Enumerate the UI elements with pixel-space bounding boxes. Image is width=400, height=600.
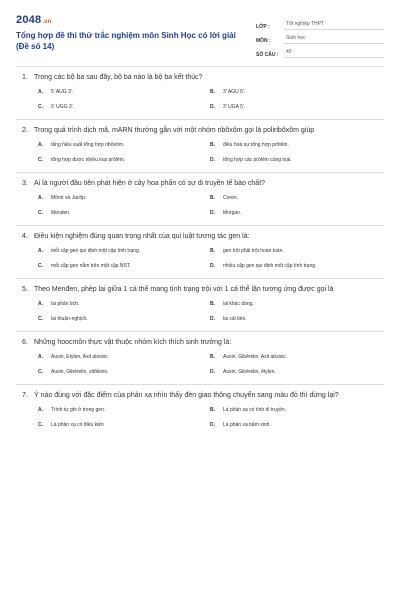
question-stem xyxy=(16,179,384,189)
option-text: 3' AGU 5'. xyxy=(223,89,246,95)
option-d[interactable] xyxy=(210,316,382,323)
option-text: Là phản xạ có điều kiện xyxy=(51,422,104,428)
meta-row-class xyxy=(256,16,384,30)
question-text: Trong quá trình dịch mã, mARN thường gắn với một nhóm ribôxôm gọi là poliribôxôm giúp xyxy=(34,127,315,134)
option-letter: A. xyxy=(38,407,43,413)
option-letter: B. xyxy=(210,195,215,201)
question-number: 2. xyxy=(22,127,28,134)
question-stem xyxy=(16,338,384,348)
question-list xyxy=(16,66,384,437)
answer-options xyxy=(38,89,384,115)
option-text: Coren. xyxy=(223,195,239,201)
option-b[interactable] xyxy=(210,195,382,202)
question-7 xyxy=(16,384,384,437)
option-c[interactable] xyxy=(38,104,210,111)
option-text: 5' AUG 3'. xyxy=(51,89,74,95)
option-letter: A. xyxy=(38,354,43,360)
option-b[interactable] xyxy=(210,142,382,149)
option-text: Morgan. xyxy=(223,210,242,216)
option-text: 3' UGA 5'. xyxy=(223,104,246,110)
page-header xyxy=(16,14,384,58)
option-b[interactable] xyxy=(210,89,382,96)
option-letter: D. xyxy=(210,316,215,322)
question-4 xyxy=(16,225,384,278)
answer-options xyxy=(38,407,384,433)
option-text: lai cải tiến. xyxy=(223,316,247,322)
option-b[interactable] xyxy=(210,354,382,361)
answer-options xyxy=(38,354,384,380)
option-letter: B. xyxy=(210,142,215,148)
option-d[interactable] xyxy=(210,104,382,111)
option-letter: B. xyxy=(210,407,215,413)
question-number: 4. xyxy=(22,233,28,240)
meta-label: LỚP : xyxy=(256,24,270,30)
option-b[interactable] xyxy=(210,248,382,255)
question-text: Trong các bộ ba sau đây, bộ ba nào là bộ ba kết thúc? xyxy=(34,74,203,81)
option-text: tổng hợp được nhiều loại prôtêin. xyxy=(51,157,126,163)
option-letter: D. xyxy=(210,157,215,163)
question-text: Những hoocmôn thực vật thuộc nhóm kích thích sinh trưởng là: xyxy=(34,339,232,346)
exam-title: Tổng hợp đề thi thử trắc nghiệm môn Sinh Học có lời giải (Đề số 14) xyxy=(16,31,236,51)
question-stem xyxy=(16,73,384,83)
option-text: gen trội phải trội hoàn toàn. xyxy=(223,248,284,254)
option-text: Auxin, Etylen, Axit absixic. xyxy=(51,354,110,360)
option-d[interactable] xyxy=(210,210,382,217)
option-text: Menden. xyxy=(51,210,71,216)
option-a[interactable] xyxy=(38,248,210,255)
option-b[interactable] xyxy=(210,407,382,414)
meta-row-count xyxy=(256,44,384,58)
option-text: lai khác dòng. xyxy=(223,301,254,307)
option-text: 5' UGG 3'. xyxy=(51,104,75,110)
meta-value: Sinh học xyxy=(284,35,384,44)
option-letter: D. xyxy=(210,369,215,375)
option-d[interactable] xyxy=(210,157,382,164)
option-letter: C. xyxy=(38,210,43,216)
question-5 xyxy=(16,278,384,331)
meta-row-subject xyxy=(256,30,384,44)
option-text: mỗi cặp gen qui định một cặp tính trạng. xyxy=(51,248,141,254)
option-text: Mônô và Jacôp. xyxy=(51,195,87,201)
meta-label: MÔN : xyxy=(256,38,271,44)
question-6 xyxy=(16,331,384,384)
option-c[interactable] xyxy=(38,263,210,270)
option-letter: D. xyxy=(210,263,215,269)
option-letter: A. xyxy=(38,248,43,254)
option-text: điều hoà sự tổng hợp prôtêin. xyxy=(223,142,289,148)
option-letter: C. xyxy=(38,316,43,322)
option-text: Auxin, Gibêrelin, xitôkinin. xyxy=(51,369,109,375)
option-letter: C. xyxy=(38,263,43,269)
answer-options xyxy=(38,195,384,221)
option-text: nhiều cặp gen qui định một cặp tính trạng. xyxy=(223,263,317,269)
option-a[interactable] xyxy=(38,407,210,414)
option-a[interactable] xyxy=(38,195,210,202)
question-2 xyxy=(16,119,384,172)
answer-options xyxy=(38,248,384,274)
option-text: mỗi cặp gen nằm trên một cặp NST. xyxy=(51,263,131,269)
option-letter: A. xyxy=(38,301,43,307)
option-c[interactable] xyxy=(38,316,210,323)
option-d[interactable] xyxy=(210,422,382,429)
option-c[interactable] xyxy=(38,157,210,164)
answer-options xyxy=(38,301,384,327)
option-letter: C. xyxy=(38,422,43,428)
question-number: 3. xyxy=(22,180,28,187)
option-c[interactable] xyxy=(38,369,210,376)
option-d[interactable] xyxy=(210,263,382,270)
question-text: Ý nào đúng với đặc điểm của phản xạ nhìn thấy đèn giao thông chuyển sang màu đỏ thì dừng lại? xyxy=(34,392,339,399)
option-a[interactable] xyxy=(38,89,210,96)
meta-label: SỐ CÂU : xyxy=(256,52,279,58)
option-letter: D. xyxy=(210,422,215,428)
question-3 xyxy=(16,172,384,225)
question-text: Ai là người đầu tiên phát hiện ở cây hoa phấn có sự di truyền tế bào chất? xyxy=(34,180,266,187)
option-letter: A. xyxy=(38,89,43,95)
site-logo[interactable] xyxy=(16,14,248,26)
logo-suffix: .vn xyxy=(42,19,52,25)
option-text: Auxin, Gibêrelin, êtylen. xyxy=(223,369,276,375)
option-letter: D. xyxy=(210,104,215,110)
option-letter: A. xyxy=(38,195,43,201)
option-letter: B. xyxy=(210,248,215,254)
question-number: 6. xyxy=(22,339,28,346)
question-number: 7. xyxy=(22,392,28,399)
option-text: tăng hiệu suất tổng hợp ribôxôm. xyxy=(51,142,125,148)
option-letter: C. xyxy=(38,104,43,110)
option-text: Là phản xạ có tính di truyền. xyxy=(223,407,287,413)
question-number: 5. xyxy=(22,286,28,293)
question-stem xyxy=(16,391,384,401)
option-text: Trình tự ghi ở trong gen. xyxy=(51,407,106,413)
question-1 xyxy=(16,66,384,119)
option-c[interactable] xyxy=(38,210,210,217)
option-letter: C. xyxy=(38,157,43,163)
answer-options xyxy=(38,142,384,168)
option-text: Auxin, Gibêrelin, Axit absixic. xyxy=(223,354,288,360)
question-stem xyxy=(16,126,384,136)
meta-value: 40 xyxy=(284,49,384,58)
option-a[interactable] xyxy=(38,301,210,308)
option-letter: B. xyxy=(210,354,215,360)
option-letter: B. xyxy=(210,301,215,307)
logo-text: 2048 xyxy=(16,14,42,26)
option-d[interactable] xyxy=(210,369,382,376)
option-letter: D. xyxy=(210,210,215,216)
option-a[interactable] xyxy=(38,142,210,149)
meta-value: Tốt nghiệp THPT xyxy=(284,21,384,30)
question-stem xyxy=(16,232,384,242)
question-text: Điều kiện nghiệm đúng quan trọng nhất của qui luật tương tác gen là: xyxy=(34,233,250,240)
option-text: tổng hợp các prôtêin cùng loại. xyxy=(223,157,292,163)
exam-meta xyxy=(256,14,384,58)
option-letter: C. xyxy=(38,369,43,375)
question-number: 1. xyxy=(22,74,28,81)
option-letter: B. xyxy=(210,89,215,95)
header-left xyxy=(16,14,248,58)
option-letter: A. xyxy=(38,142,43,148)
question-stem xyxy=(16,285,384,295)
option-b[interactable] xyxy=(210,301,382,308)
option-text: Là phản xạ bẩm sinh. xyxy=(223,422,271,428)
option-text: lai phân tích. xyxy=(51,301,80,307)
option-text: lai thuận-nghịch. xyxy=(51,316,88,322)
option-c[interactable] xyxy=(38,422,210,429)
question-text: Theo Menđen, phép lai giữa 1 cá thể mang tính trạng trội với 1 cá thể lặn tương ứng được gọi là xyxy=(34,286,334,293)
option-a[interactable] xyxy=(38,354,210,361)
